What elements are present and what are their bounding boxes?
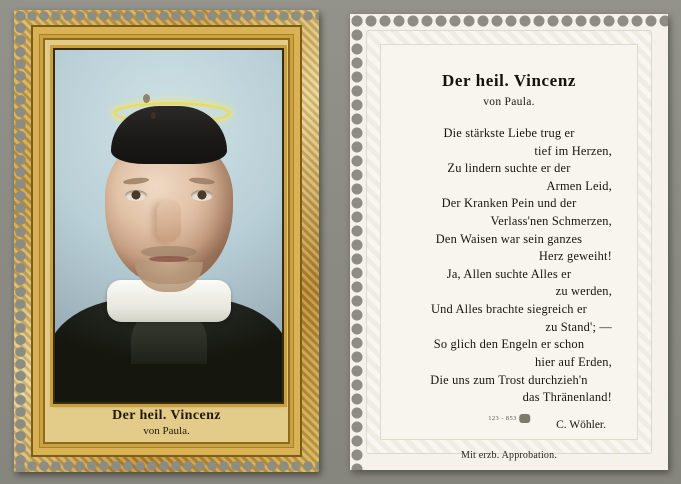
page-title: Der heil. Vincenz [441,71,577,90]
poem-line: zu Stand'; — [545,319,612,334]
text-panel [380,44,638,461]
printer-mark [488,414,530,423]
caption-subtitle: von Paula. [143,425,190,437]
caption-title: Der heil. Vincenz [112,408,221,423]
lace-edge-top [14,10,319,23]
lace-edge-left [350,14,364,470]
lace-edge-bottom [350,14,668,28]
poem-line: zu werden, [555,284,612,299]
card-caption [53,408,280,437]
right-text-card [350,14,668,470]
poem-line: hier auf Erden, [535,354,612,369]
poem-line: Herz geweiht! [538,249,612,264]
approbation-note: Mit erzb. Approbation. [460,449,558,461]
poem-body [396,125,622,407]
lace-edge-top [350,14,668,28]
lace-edge-left [14,10,27,472]
poem-line: das Thränenland! [522,390,612,405]
poem-line: Zu lindern suchte er der [447,161,571,176]
poem-line: Verlass'nen Schmerzen, [490,214,612,229]
printer-mark-text: 123 - 853 [488,415,517,422]
poem-line: tief im Herzen, [534,143,612,158]
poem-line: Die stärkste Liebe trug er [443,126,575,140]
poem-line: So glich den Engeln er schon [433,337,585,352]
poem-line: Die uns zum Trost durchzieh'n [430,372,588,387]
nose-shape [157,200,181,242]
printer-logo-icon [519,414,530,423]
lace-edge-right [350,14,364,470]
page-subtitle: von Paula. [483,96,535,108]
left-holy-card [14,10,319,472]
poem-line: Der Kranken Pein und der [441,196,577,211]
poem-line: Den Waisen war sein ganzes [435,231,583,246]
poem-line: Armen Leid, [546,178,612,193]
left-eye-shape [125,190,147,201]
author-name: C. Wöhler. [556,418,606,431]
right-eye-shape [191,190,213,201]
lace-edge-right [14,10,27,472]
poem-line: Und Alles brachte siegreich er [430,302,587,317]
saint-portrait [53,48,284,404]
foxing-spot [151,112,156,119]
lace-edge-bottom [14,459,319,472]
poem-line: Ja, Allen suchte Alles er [446,266,572,281]
foxing-spot [143,94,150,103]
